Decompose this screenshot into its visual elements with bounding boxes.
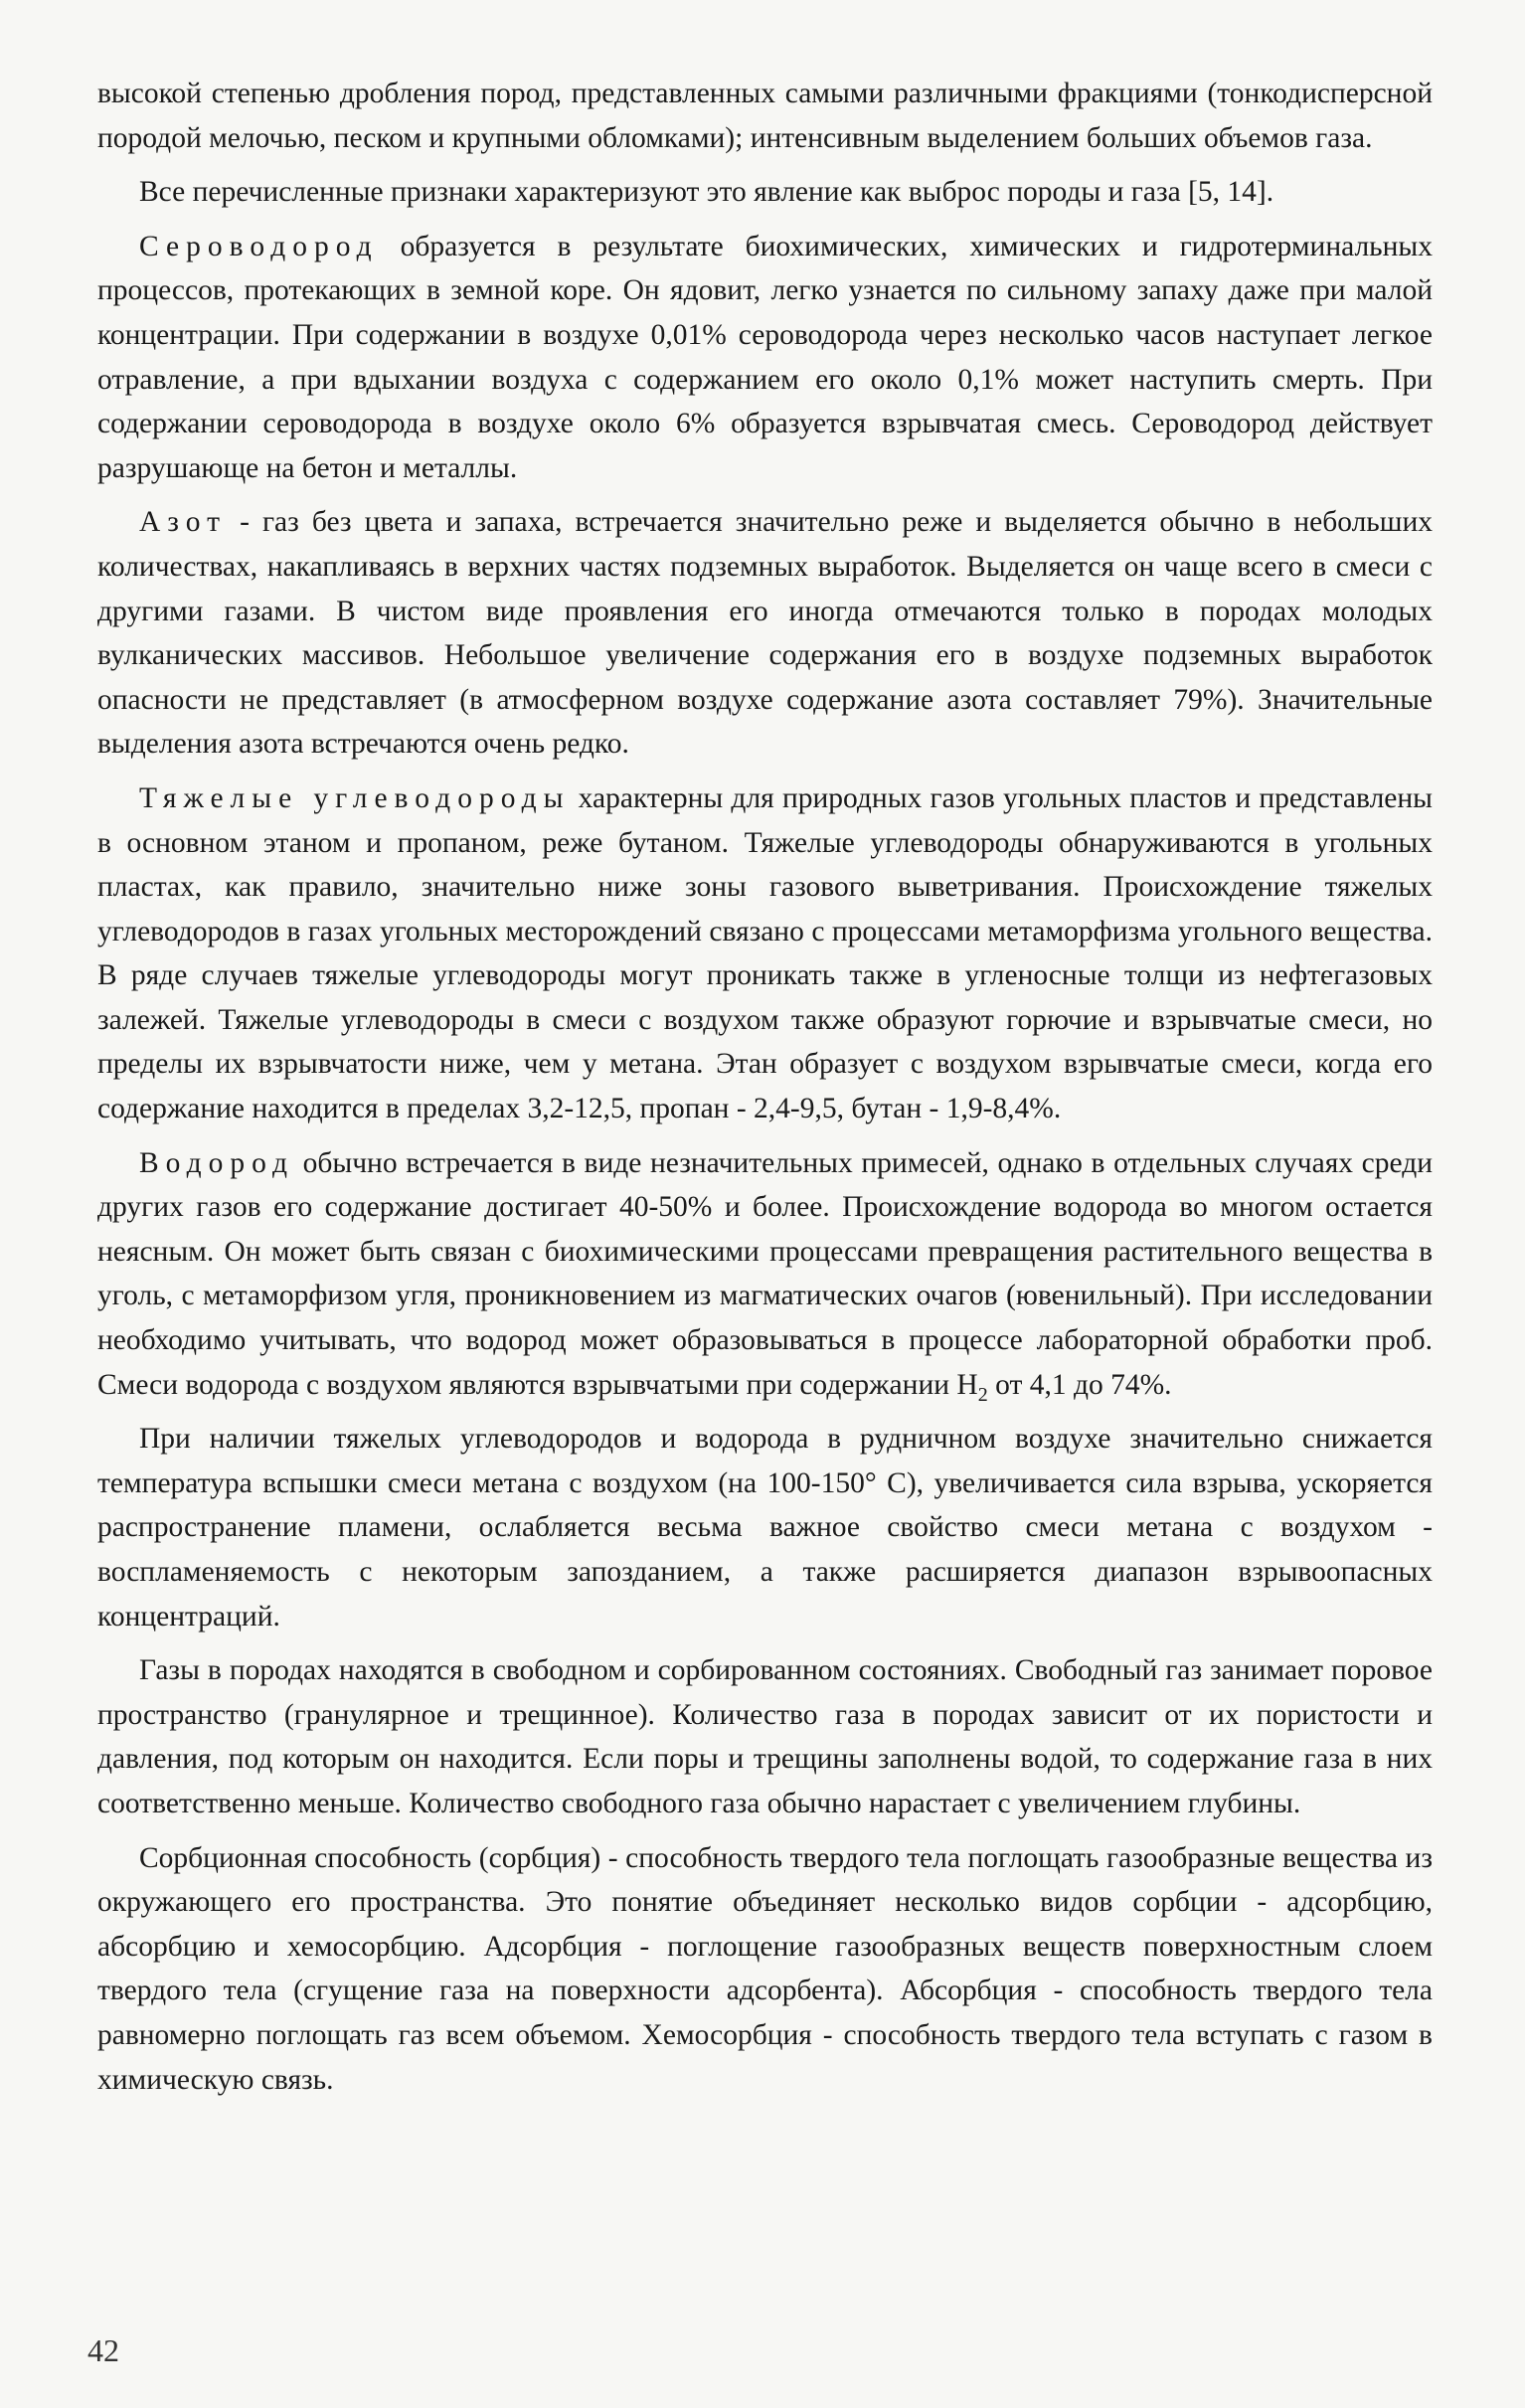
- subscript: 2: [977, 1383, 988, 1406]
- paragraph-text: Газы в породах находятся в свободном и сорбированном состояниях. Свободный газ занимает поровое пространство (гранулярное и трещинное). Количество газа в породах зависит от их пористости и давления, под которым он находится. Если поры и трещины заполнены водой, то содержание газа в них соответственно меньше. Количество свободного газа обычно нарастает с увеличением глубины.: [97, 1654, 1433, 1819]
- paragraph-text: образуется в результате биохимических, химических и гидротерминальных процессов, протекающих в земной коре. Он ядовит, легко узнается по сильному запаху даже при малой концентрации. При содержании в воздухе 0,01% сероводорода через несколько часов наступает легкое отравление, а при вдыхании воздуха с содержанием его около 0,1% может наступить смерть. При содержании сероводорода в воздухе около 6% образуется взрывчатая смесь. Сероводород действует разрушающе на бетон и металлы.: [97, 230, 1433, 484]
- term-hydrogen: Водород: [139, 1146, 294, 1179]
- paragraph-text: обычно встречается в виде незначительных примесей, однако в отдельных случаях среди других газов его содержание достигает 40-50% и более. Происхождение водорода во многом остается неясным. Он может быть связан с биохимическими процессами превращения растительного вещества в уголь, с метаморфизом угля, проникновением из магматических очагов (ювенильный). При исследовании необходимо учитывать, что водород может образовываться в процессе лабораторной обработки проб. Смеси водорода с воздухом являются взрывчатыми при содержании H: [97, 1146, 1433, 1401]
- paragraph-heavy-hydrocarbons: [97, 776, 1433, 1131]
- paragraph-2: [97, 170, 1433, 215]
- paragraph-text: - газ без цвета и запаха, встречается значительно реже и выделяется обычно в небольших количествах, накапливаясь в верхних частях подземных выработок. Выделяется он чаще всего в смеси с другими газами. В чистом виде проявления его иногда отмечаются только в породах молодых вулканических массивов. Небольшое увеличение содержания его в воздухе подземных выработок опасности не представляет (в атмосферном воздухе содержание азота составляет 79%). Значительные выделения азота встречаются очень редко.: [97, 506, 1433, 761]
- paragraph-text: При наличии тяжелых углеводородов и водорода в рудничном воздухе значительно снижается температура вспышки смеси метана с воздухом (на 100-150° С), увеличивается сила взрыва, ускоряется распространение пламени, ослабляется весьма важное свойство смеси метана с воздухом - воспламеняемость с некоторым запозданием, а также расширяется диапазон взрывоопасных концентраций.: [97, 1423, 1433, 1633]
- paragraph-hydrogen-sulfide: [97, 225, 1433, 491]
- term-hydrogen-sulfide: Сероводород: [139, 230, 379, 262]
- term-heavy-hydrocarbons: Тяжелые углеводороды: [139, 781, 571, 814]
- paragraph-text: высокой степенью дробления пород, представленных самыми различными фракциями (тонкодисперсной породой мелочью, песком и крупными обломками); интенсивным выделением больших объемов газа.: [97, 78, 1433, 154]
- paragraph-nitrogen: [97, 500, 1433, 767]
- page-number: 42: [87, 2332, 119, 2368]
- paragraph-text-tail: от 4,1 до 74%.: [987, 1368, 1172, 1401]
- paragraph-9: [97, 1836, 1433, 2103]
- paragraph-7: [97, 1417, 1433, 1638]
- paragraph-text: характерны для природных газов угольных пластов и представлены в основном этаном и пропаном, реже бутаном. Тяжелые углеводороды обнаруживаются в угольных пластах, как правило, значительно ниже зоны газового выветривания. Происхождение тяжелых углеводородов в газах угольных месторождений связано с процессами метаморфизма угольного вещества. В ряде случаев тяжелые углеводороды могут проникать также в угленосные толщи из нефтегазовых залежей. Тяжелые углеводороды в смеси с воздухом также образуют горючие и взрывчатые смеси, но пределы их взрывчатости ниже, чем у метана. Этан образует с воздухом взрывчатые смеси, когда его содержание находится в пределах 3,2-12,5, пропан - 2,4-9,5, бутан - 1,9-8,4%.: [97, 781, 1433, 1125]
- paragraph-1: [97, 72, 1433, 160]
- paragraph-text: Сорбционная способность (сорбция) - способность твердого тела поглощать газообразные вещества из окружающего его пространства. Это понятие объединяет несколько видов сорбции - адсорбцию, абсорбцию и хемосорбцию. Адсорбция - поглощение газообразных веществ поверхностным слоем твердого тела (сгущение газа на поверхности адсорбента). Абсорбция - способность твердого тела равномерно поглощать газ всем объемом. Хемосорбция - способность твердого тела вступать с газом в химическую связь.: [97, 1841, 1433, 2096]
- paragraph-hydrogen: [97, 1141, 1433, 1408]
- term-nitrogen: Азот: [139, 506, 228, 539]
- text-block: [97, 72, 1433, 2112]
- paragraph-8: [97, 1648, 1433, 1825]
- paragraph-text: Все перечисленные признаки характеризуют это явление как выброс породы и газа [5, 14].: [139, 176, 1274, 209]
